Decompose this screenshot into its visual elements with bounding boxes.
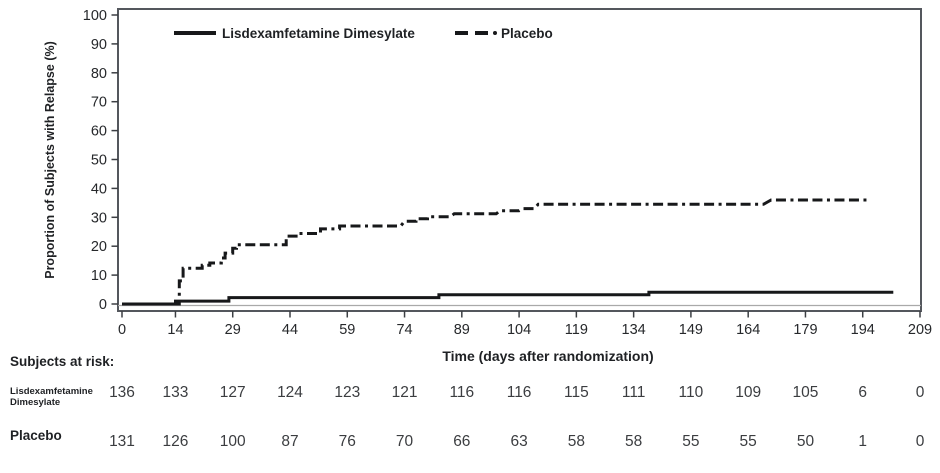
at-risk-count: 70 [395,433,414,450]
at-risk-count: 123 [334,384,361,401]
series-line-lisdexamfetamine-dimesylate [122,292,893,304]
at-risk-count: 110 [678,384,704,401]
x-tick-label: 44 [281,322,299,338]
x-axis-ticks [118,311,932,338]
series-line-placebo [122,200,867,304]
series-lines [122,200,893,304]
y-tick-label: 70 [90,94,107,111]
y-tick-label: 50 [90,152,107,169]
at-risk-count: 121 [391,384,418,401]
x-tick-label: 29 [224,322,241,338]
x-tick-label: 179 [793,322,818,338]
legend-lisdexamfetamine-label: Lisdexamfetamine Dimesylate [222,26,415,41]
legend [174,26,553,41]
at-risk-count: 6 [858,384,868,401]
x-tick-label: 209 [907,322,933,338]
plot-border [118,9,921,311]
y-axis-ticks [83,8,118,313]
y-tick-label: 80 [90,65,107,82]
at-risk-count: 131 [109,433,135,450]
x-tick-label: 134 [621,322,646,338]
legend-placebo-label: Placebo [501,26,553,41]
at-risk-count: 87 [281,433,299,450]
y-tick-label: 60 [90,123,107,140]
y-tick-label: 0 [98,297,107,313]
at-risk-count: 50 [796,433,815,450]
at-risk-count: 136 [109,384,135,401]
at-risk-count: 76 [338,433,356,450]
at-risk-counts [109,384,925,450]
x-tick-label: 194 [850,322,875,338]
at-risk-count: 126 [162,433,189,450]
at-risk-count: 111 [621,384,646,401]
at-risk-count: 55 [739,433,757,450]
at-risk-count: 116 [449,384,475,401]
y-tick-label: 30 [90,210,107,227]
y-tick-label: 10 [90,268,107,285]
x-axis-title: Time (days after randomization) [442,348,654,364]
x-tick-label: 164 [736,322,761,338]
at-risk-count: 55 [682,433,700,450]
x-tick-label: 74 [396,322,413,338]
y-axis-title: Proportion of Subjects with Relapse (%) [43,41,57,279]
at-risk-count: 109 [735,384,762,401]
subjects-at-risk-label: Subjects at risk: [10,354,115,369]
at-risk-count: 0 [915,384,925,401]
at-risk-count: 1 [858,433,868,450]
x-tick-label: 14 [167,322,184,338]
at-risk-count: 127 [219,384,246,401]
at-risk-count: 66 [453,433,471,450]
y-tick-label: 20 [90,239,107,256]
x-tick-label: 89 [453,322,470,338]
y-tick-label: 90 [90,36,107,53]
at-risk-count: 115 [564,384,589,401]
at-risk-count: 63 [510,433,528,450]
legend-placebo-line-sample [455,31,497,35]
x-tick-label: 0 [117,322,127,338]
y-tick-label: 40 [90,181,107,198]
at-risk-count: 124 [277,384,303,401]
at-risk-row-label-placebo: Placebo [10,428,62,443]
x-tick-label: 119 [564,322,588,338]
at-risk-row-label-lisdexamfetamine-line2: Dimesylate [10,397,61,408]
at-risk-count: 105 [792,384,819,401]
x-tick-label: 104 [506,322,532,338]
at-risk-count: 116 [506,384,532,401]
at-risk-count: 133 [162,384,189,401]
x-tick-label: 59 [339,322,356,338]
at-risk-row-label-lisdexamfetamine-line1: Lisdexamfetamine [10,386,93,397]
y-tick-label: 100 [82,8,107,24]
at-risk-count: 58 [625,433,643,450]
at-risk-count: 0 [915,433,925,450]
at-risk-count: 100 [219,433,246,450]
at-risk-count: 58 [567,433,585,450]
x-tick-label: 149 [678,322,704,338]
